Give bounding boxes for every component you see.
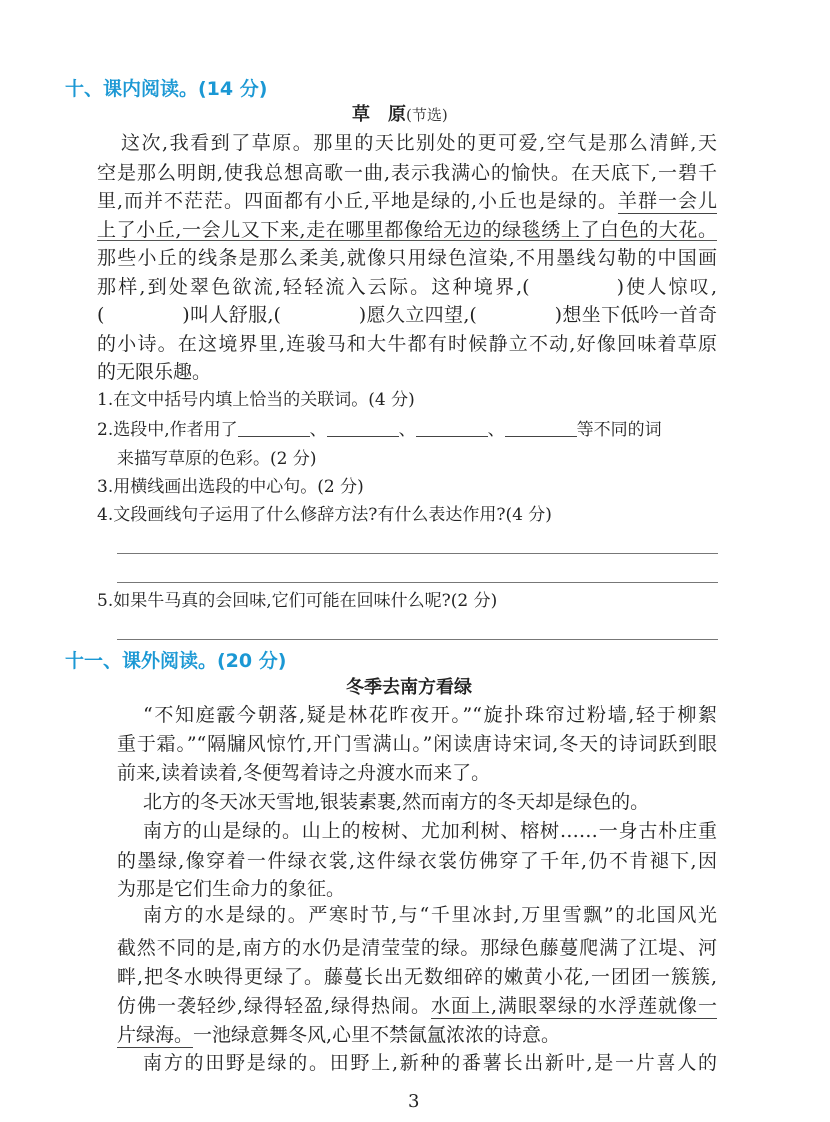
passage-line: 前来,读着读着,冬便驾着诗之舟渡水而来了。 — [117, 762, 491, 784]
answer-line[interactable] — [117, 639, 718, 640]
answer-blank[interactable] — [416, 418, 488, 437]
passage-line: 重于霜。”“隔牖风惊竹,开门雪满山。”闲读唐诗宋词,冬天的诗词跃到眼 — [117, 733, 717, 755]
answer-line[interactable] — [117, 582, 718, 583]
title-note: (节选) — [406, 106, 448, 124]
passage-line: 上了小丘,一会儿又下来,走在哪里都像给无边的绿毯绣上了白色的大花。 — [97, 219, 717, 241]
passage-text: 里,而并不茫茫。四面都有小丘,平地是绿的,小丘也是绿的。 — [97, 190, 618, 212]
title-text: 草 原 — [352, 104, 406, 125]
passage-line: 南方的水是绿的。严寒时节,与“千里冰封,万里雪飘”的北国风光 — [143, 904, 717, 926]
passage-text: 仿佛一袭轻纱,绿得轻盈,绿得热闹。 — [117, 995, 432, 1017]
section-10-heading: 十、课内阅读。(14 分) — [65, 78, 268, 100]
underlined-sentence: 水面上,满眼翠绿的水浮莲就像一 — [431, 995, 717, 1017]
separator: 、 — [398, 420, 416, 440]
passage-line: 的墨绿,像穿着一件绿衣裳,这件绿衣裳仿佛穿了千年,仍不肯褪下,因 — [117, 850, 717, 872]
passage-line: 那些小丘的线条是那么柔美,就像只用绿色渲染,不用墨线勾勒的中国画 — [97, 247, 717, 269]
separator: 、 — [309, 420, 327, 440]
passage-line: 这次,我看到了草原。那里的天比别处的更可爱,空气是那么清鲜,天 — [121, 132, 717, 154]
passage-line: 那样,到处翠色欲流,轻轻流入云际。这种境界,( )使人惊叹, — [97, 276, 717, 298]
passage-2-title: 冬季去南方看绿 — [346, 677, 472, 698]
separator: 、 — [487, 420, 505, 440]
question-2-cont: 来描写草原的色彩。(2 分) — [117, 449, 317, 469]
q2-text: 等不同的词 — [576, 420, 662, 440]
passage-line: 空是那么明朗,使我总想高歌一曲,表示我满心的愉快。在天底下,一碧千 — [97, 162, 717, 184]
passage-line — [117, 1022, 717, 1048]
question-1: 1.在文中括号内填上恰当的关联词。(4 分) — [97, 390, 415, 410]
page-number: 3 — [408, 1091, 420, 1112]
underlined-sentence: 片绿海。 — [117, 1024, 194, 1046]
passage-text: 一池绿意舞冬风,心里不禁氤氲浓浓的诗意。 — [193, 1024, 561, 1046]
passage-line — [117, 993, 717, 1019]
answer-blank[interactable] — [505, 418, 577, 437]
underlined-sentence: 羊群一会儿 — [618, 190, 717, 212]
passage-line: 为那是它们生命力的象征。 — [117, 878, 346, 900]
passage-line: 的无限乐趣。 — [97, 361, 212, 383]
passage-line: ( )叫人舒服,( )愿久立四望,( )想坐下低吟一首奇 — [97, 304, 717, 326]
section-11-heading: 十一、课外阅读。(20 分) — [65, 650, 287, 672]
passage-line: 北方的冬天冰天雪地,银装素裹,然而南方的冬天却是绿色的。 — [143, 791, 650, 813]
passage-line: 截然不同的是,南方的水仍是清莹莹的绿。那绿色藤蔓爬满了江堤、河 — [117, 937, 717, 959]
passage-line: “不知庭霰今朝落,疑是林花昨夜开。”“旋扑珠帘过粉墙,轻于柳絮 — [143, 704, 717, 726]
underline — [97, 240, 717, 241]
passage-line: 的小诗。在这境界里,连骏马和大牛都有时候静立不动,好像回味着草原 — [97, 333, 717, 355]
answer-blank[interactable] — [238, 418, 310, 437]
answer-line[interactable] — [117, 553, 718, 554]
question-2 — [97, 417, 717, 443]
answer-blank[interactable] — [327, 418, 399, 437]
q2-text: 2.选段中,作者用了 — [97, 420, 238, 440]
passage-line: 南方的山是绿的。山上的桉树、尤加利树、榕树……一身古朴庄重 — [143, 820, 717, 842]
question-3: 3.用横线画出选段的中心句。(2 分) — [97, 477, 364, 497]
passage-line: 南方的田野是绿的。田野上,新种的番薯长出新叶,是一片喜人的 — [143, 1052, 717, 1074]
passage-line — [97, 188, 717, 214]
question-4: 4.文段画线句子运用了什么修辞方法?有什么表达作用?(4 分) — [97, 505, 552, 525]
question-5: 5.如果牛马真的会回味,它们可能在回味什么呢?(2 分) — [97, 591, 498, 611]
passage-line: 畔,把冬水映得更绿了。藤蔓长出无数细碎的嫩黄小花,一团团一簇簇, — [117, 966, 717, 988]
passage-1-title — [352, 100, 448, 126]
